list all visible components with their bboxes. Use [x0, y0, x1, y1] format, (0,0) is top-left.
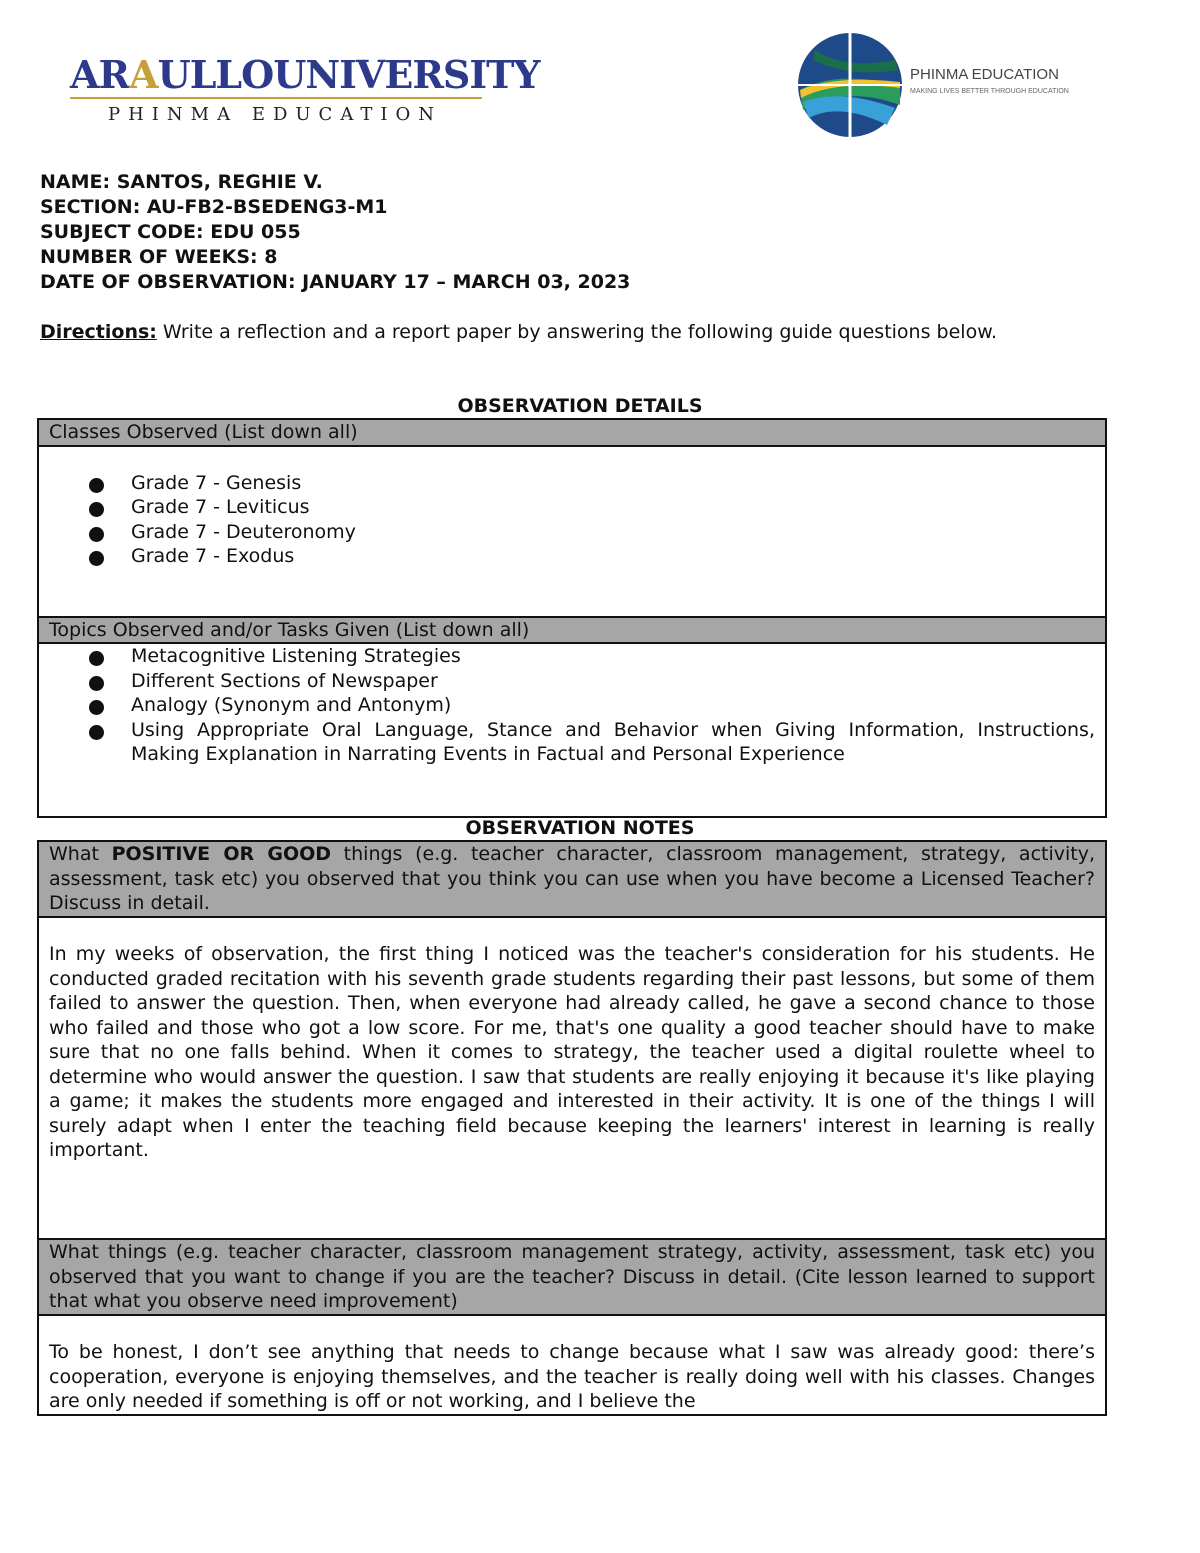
topics-header: Topics Observed and/or Tasks Given (List down all) [38, 617, 1106, 644]
topics-cell [38, 643, 1106, 817]
positive-emphasis: POSITIVE OR GOOD [111, 843, 332, 865]
logo-subtitle: PHINMA EDUCATION [108, 104, 442, 125]
directions [40, 320, 1090, 345]
positive-answer: In my weeks of observation, the first thing I noticed was the teacher's consideration for his students. He conducted graded recitation with his seventh grade students regarding their past lessons, but some of them failed to answer the question. Then, when everyone had already called, he gave a second chance to those who failed and those who got a low score. For me, that's one quality a good teacher should have to make sure that no one falls behind. When it comes to strategy, the teacher used a digital roulette wheel to determine who would answer the question. I saw that students are really enjoying it because it's like playing a game; it makes the students more engaged and interested in their activity. It is one of the things I will surely adapt when I enter the teaching field because keeping the learners' interest in learning is really important. [38, 917, 1106, 1239]
logo-rule [70, 97, 482, 99]
list-item: Grade 7 - Leviticus [89, 495, 1095, 520]
change-answer: To be honest, I don’t see anything that needs to change because what I saw was already good: there’s cooperation, everyone is enjoying themselves, and the teacher is really doing well with his classes. Changes are only needed if something is off or not working, and I believe the [38, 1315, 1106, 1415]
phinma-globe-icon [795, 30, 905, 140]
phinma-education-logo [795, 30, 1095, 140]
list-item: Grade 7 - Genesis [89, 471, 1095, 496]
phinma-brand-name: PHINMA EDUCATION [910, 66, 1059, 83]
classes-list [49, 471, 1095, 569]
directions-text: Write a reflection and a report paper by answering the following guide questions below. [156, 321, 998, 343]
list-item: Metacognitive Listening Strategies [89, 644, 1095, 669]
observation-details-table [37, 418, 1107, 818]
observation-details-title: OBSERVATION DETAILS [457, 395, 703, 417]
list-item: Different Sections of Newspaper [89, 669, 1095, 694]
observation-date: DATE OF OBSERVATION: JANUARY 17 – MARCH 03, 2023 [40, 271, 631, 293]
change-question: What things (e.g. teacher character, classroom management strategy, activity, assessment, task etc) you observed that you want to change if you are the teacher? Discuss in detail. (Cite lesson learned to support that what you observe need improvement) [38, 1239, 1106, 1315]
page-header [0, 0, 1200, 150]
phinma-tagline: MAKING LIVES BETTER THROUGH EDUCATION [910, 88, 1069, 95]
student-section: SECTION: AU-FB2-BSEDENG3-M1 [40, 196, 388, 218]
observation-notes-table [37, 840, 1107, 1416]
araullo-university-logo [70, 52, 540, 132]
list-item: Analogy (Synonym and Antonym) [89, 693, 1095, 718]
observation-notes-title: OBSERVATION NOTES [465, 817, 695, 839]
subject-code: SUBJECT CODE: EDU 055 [40, 221, 301, 243]
number-of-weeks: NUMBER OF WEEKS: 8 [40, 246, 278, 268]
classes-header: Classes Observed (List down all) [38, 419, 1106, 446]
logo-wordmark: ARAULLOUNIVERSITY [70, 52, 540, 97]
list-item: Using Appropriate Oral Language, Stance and Behavior when Giving Information, Instructions, Making Explanation in Narrating Events in Factual and Personal Experience [89, 718, 1095, 767]
topics-list [49, 644, 1095, 767]
classes-cell [38, 446, 1106, 617]
positive-question: What POSITIVE OR GOOD things (e.g. teacher character, classroom management, strategy, activity, assessment, task etc) you observed that you think you can use when you have become a Licensed Teacher? Discuss in detail. [38, 841, 1106, 917]
list-item: Grade 7 - Deuteronomy [89, 520, 1095, 545]
student-name: NAME: SANTOS, REGHIE V. [40, 171, 323, 193]
directions-label: Directions: [40, 321, 157, 343]
list-item: Grade 7 - Exodus [89, 544, 1095, 569]
student-info [40, 170, 630, 295]
